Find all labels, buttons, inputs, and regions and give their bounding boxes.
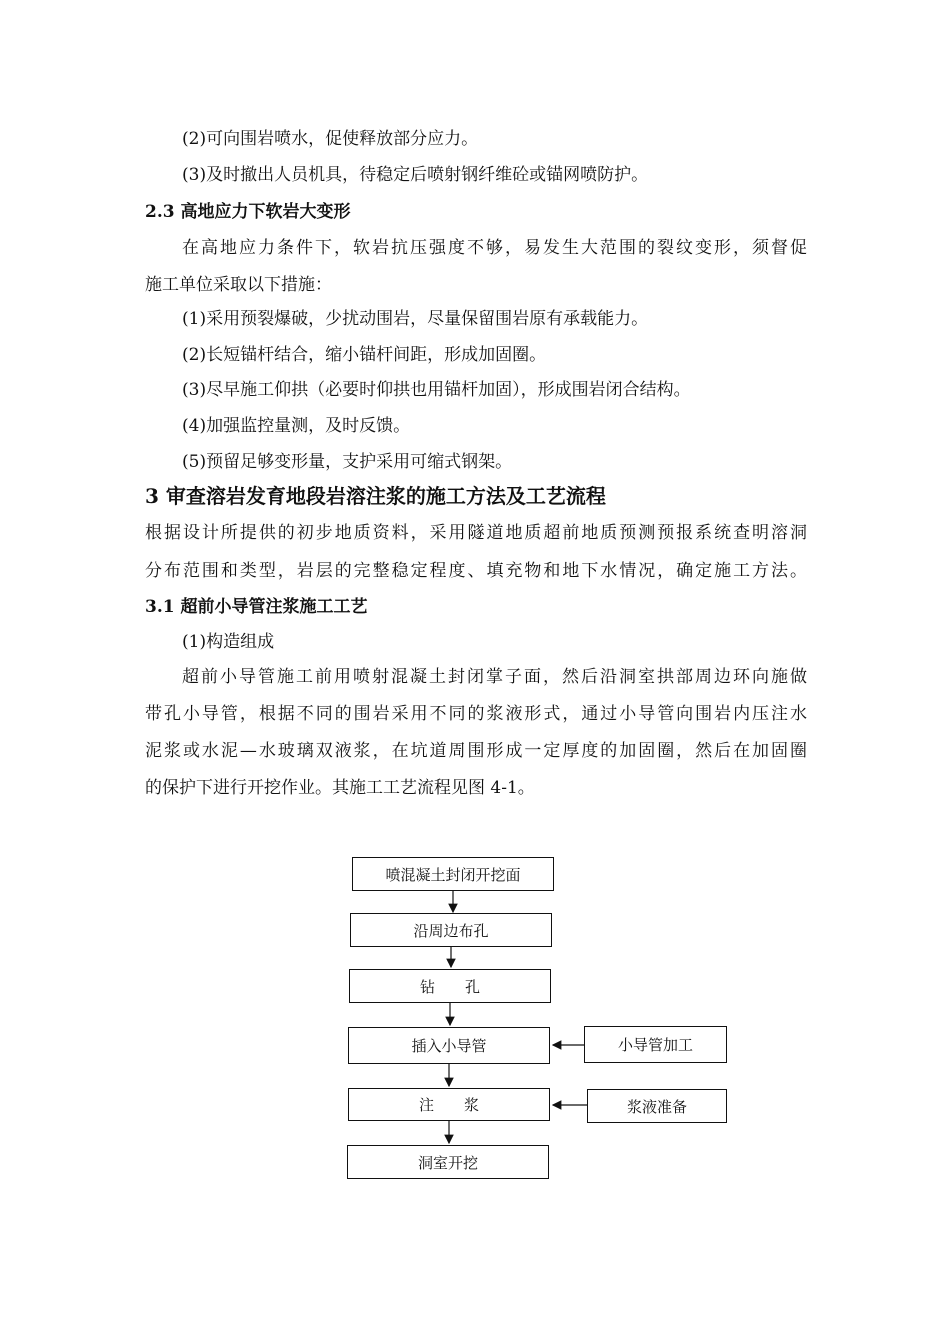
flow-step: 钻 孔 bbox=[349, 969, 551, 1003]
section-heading-3-1: 3.1 超前小导管注浆施工工艺 bbox=[145, 597, 368, 617]
flow-step: 插入小导管 bbox=[348, 1027, 550, 1064]
section-heading-2-3: 2.3 高地应力下软岩大变形 bbox=[145, 202, 351, 222]
list-item: (2)长短锚杆结合，缩小锚杆间距，形成加固圈。 bbox=[182, 345, 547, 365]
section-heading-3: 3 审查溶岩发育地段岩溶注浆的施工方法及工艺流程 bbox=[145, 484, 606, 508]
list-item: (4)加强监控量测，及时反馈。 bbox=[182, 416, 411, 436]
paragraph-line: 超前小导管施工前用喷射混凝土封闭掌子面，然后沿洞室拱部周边环向施做 bbox=[182, 667, 807, 687]
paragraph-line: 的保护下进行开挖作业。其施工工艺流程见图 4-1。 bbox=[145, 778, 535, 798]
list-item: (3)尽早施工仰拱（必要时仰拱也用锚杆加固），形成围岩闭合结构。 bbox=[182, 380, 691, 400]
paragraph-line: 在高地应力条件下，软岩抗压强度不够，易发生大范围的裂纹变形，须督促 bbox=[182, 238, 807, 258]
paragraph-line: 分布范围和类型，岩层的完整稳定程度、填充物和地下水情况，确定施工方法。 bbox=[145, 561, 807, 581]
flow-step: 注 浆 bbox=[348, 1088, 550, 1121]
flow-step: 洞室开挖 bbox=[347, 1145, 549, 1179]
paragraph-line: (2)可向围岩喷水，促使释放部分应力。 bbox=[182, 129, 479, 149]
list-item: (5)预留足够变形量，支护采用可缩式钢架。 bbox=[182, 452, 513, 472]
flow-side-input: 浆液准备 bbox=[587, 1089, 727, 1123]
list-item: (1)采用预裂爆破，少扰动围岩，尽量保留围岩原有承载能力。 bbox=[182, 309, 649, 329]
flow-side-input: 小导管加工 bbox=[584, 1026, 727, 1063]
paragraph-line: (3)及时撤出人员机具，待稳定后喷射钢纤维砼或锚网喷防护。 bbox=[182, 165, 649, 185]
paragraph-line: 施工单位采取以下措施： bbox=[145, 275, 332, 295]
flow-step: 喷混凝土封闭开挖面 bbox=[352, 857, 554, 891]
paragraph-line: (1)构造组成 bbox=[182, 632, 275, 652]
paragraph-line: 泥浆或水泥—水玻璃双液浆，在坑道周围形成一定厚度的加固圈，然后在加固圈 bbox=[145, 741, 807, 761]
paragraph-line: 带孔小导管，根据不同的围岩采用不同的浆液形式，通过小导管向围岩内压注水 bbox=[145, 704, 807, 724]
paragraph-line: 根据设计所提供的初步地质资料，采用隧道地质超前地质预测预报系统查明溶洞 bbox=[145, 523, 807, 543]
flow-step: 沿周边布孔 bbox=[350, 913, 552, 947]
